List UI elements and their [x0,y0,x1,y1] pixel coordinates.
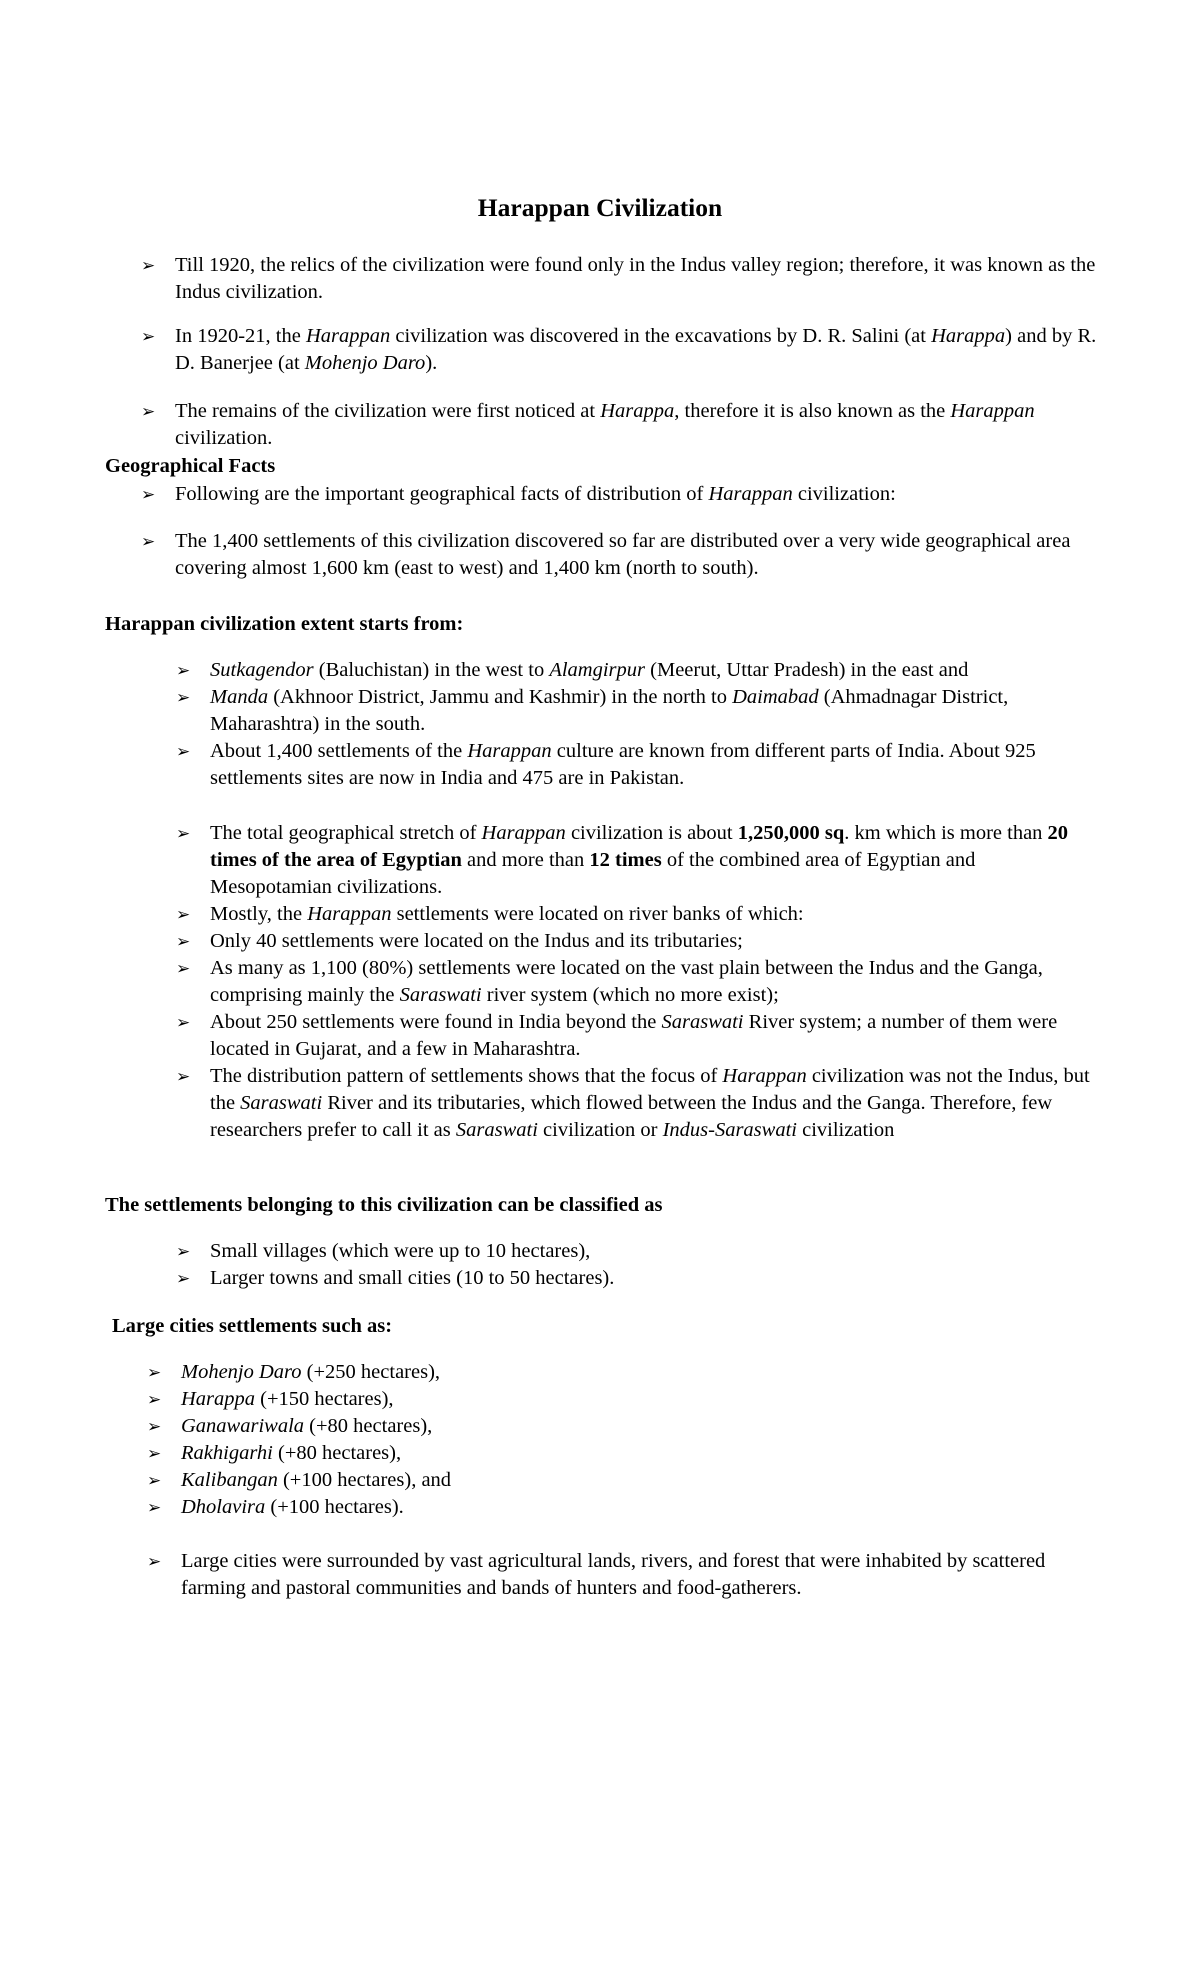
bullet-text: About 250 settlements were found in India beyond the Saraswati River system; a number of them were located in Gujarat, and a few in Maharashtra. [210,1011,1058,1060]
bullet-text: As many as 1,100 (80%) settlements were located on the vast plain between the Indus and the Ganga, comprising mainly the Saraswati river system (which no more exist); [210,957,1043,1006]
bullet-item [176,1009,1100,1063]
bullet-arrow-icon: ➢ [147,1363,162,1382]
bullet-arrow-icon: ➢ [176,959,191,978]
bullet-text: The distribution pattern of settlements shows that the focus of Harappan civilization was not the Indus, but the Saraswati River and its tributaries, which flowed between the Indus and the Ganga. Therefore, few researchers prefer to call it as Saraswati civilization or Indus-Saraswati civilization [210,1065,1090,1141]
bullet-arrow-icon: ➢ [141,532,156,551]
bullet-text: Mohenjo Daro (+250 hectares), [181,1361,441,1383]
bullet-item [141,398,1100,452]
bullet-item [141,528,1100,582]
section-heading-geographical-facts: Geographical Facts [105,455,276,477]
bullet-arrow-icon: ➢ [147,1471,162,1490]
bullet-text: The total geographical stretch of Harappan civilization is about 1,250,000 sq. km which is more than 20 times of the area of Egyptian and more than 12 times of the combined area of Egyptian and Mesopotamian civilizations. [210,822,1069,898]
bullet-text: Mostly, the Harappan settlements were located on river banks of which: [210,903,804,925]
bullet-item [176,657,1100,684]
bullet-item [147,1494,1100,1521]
bullet-item [176,928,1100,955]
bullet-arrow-icon: ➢ [147,1417,162,1436]
bullet-arrow-icon: ➢ [147,1498,162,1517]
bullet-text: Kalibangan (+100 hectares), and [181,1469,452,1491]
bullet-item [147,1440,1100,1467]
bullet-item [141,252,1100,306]
bullet-item [176,684,1100,738]
bullet-arrow-icon: ➢ [147,1444,162,1463]
bullet-item [147,1413,1100,1440]
bullet-text: Harappa (+150 hectares), [181,1388,394,1410]
bullet-text: The 1,400 settlements of this civilization discovered so far are distributed over a very wide geographical area covering almost 1,600 km (east to west) and 1,400 km (north to south). [175,530,1071,579]
bullet-arrow-icon: ➢ [141,402,156,421]
bullet-item [176,738,1100,792]
bullet-arrow-icon: ➢ [176,905,191,924]
bullet-item [147,1548,1100,1602]
bullet-arrow-icon: ➢ [176,1067,191,1086]
bullet-text: Rakhigarhi (+80 hectares), [181,1442,402,1464]
bullet-item [147,1467,1100,1494]
bullet-item [147,1386,1100,1413]
section-heading-large-cities: Large cities settlements such as: [112,1315,393,1337]
bullet-item [147,1359,1100,1386]
bullet-item [176,820,1100,901]
bullet-arrow-icon: ➢ [176,824,191,843]
bullet-text: In 1920-21, the Harappan civilization was discovered in the excavations by D. R. Salini (at Harappa) and by R. D. Banerjee (at Mohenjo Daro). [175,325,1097,374]
bullet-text: Large cities were surrounded by vast agricultural lands, rivers, and forest that were inhabited by scattered farming and pastoral communities and bands of hunters and food-gatherers. [181,1550,1046,1599]
bullet-text: Following are the important geographical facts of distribution of Harappan civilization: [175,483,896,505]
section-heading-classified: The settlements belonging to this civilization can be classified as [105,1194,663,1216]
bullet-item [176,1063,1100,1144]
bullet-arrow-icon: ➢ [176,688,191,707]
bullet-text: Small villages (which were up to 10 hectares), [210,1240,591,1262]
page-title: Harappan Civilization [477,193,723,222]
bullet-arrow-icon: ➢ [141,327,156,346]
bullet-arrow-icon: ➢ [176,1013,191,1032]
bullet-text: Dholavira (+100 hectares). [181,1496,404,1518]
bullet-item [176,901,1100,928]
bullet-arrow-icon: ➢ [176,742,191,761]
bullet-arrow-icon: ➢ [141,256,156,275]
bullet-arrow-icon: ➢ [147,1552,162,1571]
bullet-arrow-icon: ➢ [147,1390,162,1409]
bullet-item [176,1238,1100,1265]
bullet-arrow-icon: ➢ [176,1242,191,1261]
bullet-item [176,955,1100,1009]
bullet-item [176,1265,1100,1292]
section-heading-extent: Harappan civilization extent starts from: [105,613,464,635]
bullet-text: About 1,400 settlements of the Harappan culture are known from different parts of India. About 925 settlements sites are now in India and 475 are in Pakistan. [210,740,1036,789]
bullet-item [141,323,1100,377]
bullet-text: Till 1920, the relics of the civilization were found only in the Indus valley region; therefore, it was known as the Indus civilization. [175,254,1096,303]
bullet-item [141,481,1100,508]
bullet-arrow-icon: ➢ [176,932,191,951]
bullet-text: Only 40 settlements were located on the Indus and its tributaries; [210,930,743,952]
bullet-text: Sutkagendor (Baluchistan) in the west to Alamgirpur (Meerut, Uttar Pradesh) in the east and [210,659,969,681]
bullet-arrow-icon: ➢ [141,485,156,504]
bullet-text: Ganawariwala (+80 hectares), [181,1415,433,1437]
bullet-arrow-icon: ➢ [176,661,191,680]
bullet-text: Manda (Akhnoor District, Jammu and Kashmir) in the north to Daimabad (Ahmadnagar District, Maharashtra) in the south. [210,686,1009,735]
bullet-arrow-icon: ➢ [176,1269,191,1288]
bullet-text: Larger towns and small cities (10 to 50 hectares). [210,1267,615,1289]
bullet-text: The remains of the civilization were first noticed at Harappa, therefore it is also known as the Harappan civilization. [175,400,1035,449]
